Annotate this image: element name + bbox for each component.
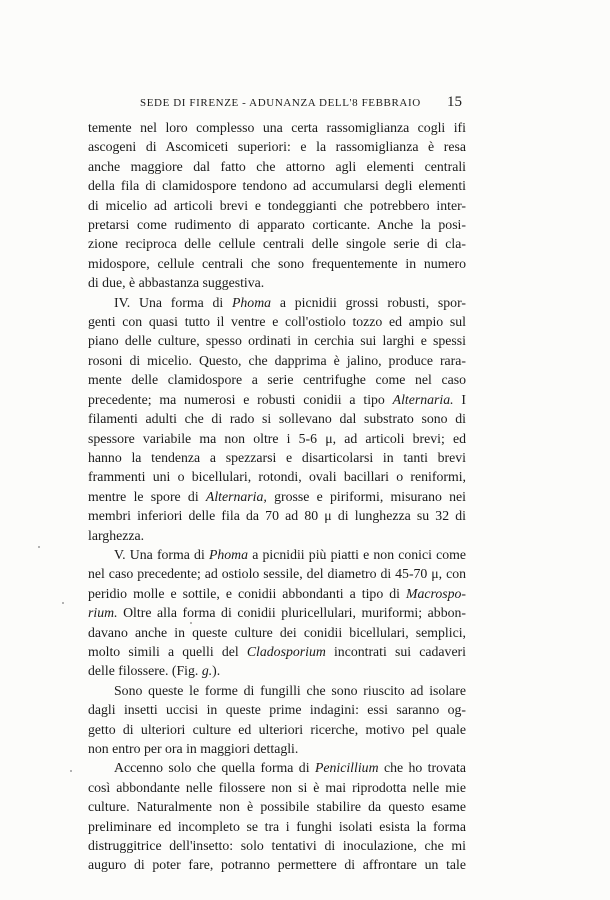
text-run: delle filossere. (Fig. [88, 663, 202, 679]
italic-term: Cladosporium [246, 643, 326, 659]
text-line: preliminare ed incompleto se tra i funghi isolati esista la forma [88, 818, 466, 834]
italic-term: rium. [88, 605, 118, 621]
text-line [88, 642, 466, 661]
text-run: a picnidii grossi robusti, spor- [271, 294, 466, 310]
italic-term: g. [201, 663, 213, 679]
text-line: nel caso precedente; ad ostiolo sessile, del diametro di 45-70 μ, con [88, 566, 466, 582]
text-line [88, 293, 466, 312]
text-run: IV. Una forma di [114, 294, 232, 310]
text-line: di due, è abbastanza suggestiva. [88, 275, 265, 291]
paragraph-5 [88, 758, 466, 874]
text-line: della fila di clamidospore tendono ad accumularsi degli elementi [88, 178, 466, 194]
text-line: membri inferiori delle fila da 70 ad 80 μ di lunghezza su 32 di [88, 508, 466, 524]
text-run: che ho trovata [378, 760, 466, 776]
page-header [124, 95, 466, 115]
paper-speck [70, 770, 72, 772]
text-run: incontrati sui cadaveri [325, 643, 466, 659]
text-line: zione reciproca delle cellule centrali delle singole serie di cla- [88, 236, 466, 252]
italic-term: Macrospo- [405, 585, 466, 601]
text-line: auguro di poter fare, potranno permettere di affrontare un tale [88, 857, 466, 873]
text-line [88, 661, 466, 680]
text-line: frammenti uni o bicellulari, rotondi, ovali bacillari o reniformi, [88, 469, 466, 485]
text-line: Sono queste le forme di fungilli che sono riuscito ad isolare [114, 682, 466, 698]
text-line: dagli insetti uccisi in queste prime indagini: essi saranno og- [88, 702, 466, 718]
paper-speck [38, 546, 40, 548]
running-title: SEDE DI FIRENZE - ADUNANZA DELL'8 FEBBRAIO [140, 97, 421, 109]
italic-term: Phoma [231, 294, 272, 310]
text-line [88, 390, 466, 409]
text-line: genti con quasi tutto il ventre e coll'ostiolo tozzo ed ampio sul [88, 314, 466, 330]
paragraph-4 [88, 681, 466, 759]
text-line: così abbondante nelle filossere non si è mai riprodotta nelle mie [88, 779, 466, 795]
text-line [88, 487, 466, 506]
text-line: getto di ulteriori culture ed ulteriori ricerche, motivo pel quale [88, 721, 466, 737]
text-line [88, 603, 466, 622]
text-line: culture. Naturalmente non è possibile stabilire da questo esame [88, 799, 466, 815]
text-line [88, 758, 466, 777]
text-line: di micelio ad articoli brevi e tondeggianti che potrebbero inter- [88, 197, 466, 213]
body-text [88, 118, 466, 875]
text-line: non entro per ora in maggiori dettagli. [88, 741, 299, 756]
text-line: piano delle culture, spesso ordinati in cerchia sui larghi e spessi [88, 333, 466, 349]
text-run: molto simili a quelli del [88, 643, 247, 659]
text-run: peridio molle e sottile, e conidii abbondanti a tipo di [88, 585, 406, 601]
text-line [88, 584, 466, 603]
text-run: a picnidii più piatti e non conici come [248, 546, 467, 562]
text-run: V. Una forma di [114, 546, 209, 562]
paper-speck [62, 602, 64, 604]
italic-term: Alternaria, [205, 488, 267, 504]
italic-term: Penicillium [314, 760, 379, 776]
text-line: rosoni di micelio. Questo, che dapprima è jalino, produce rara- [88, 352, 466, 368]
text-line: distruggitrice dell'insetto: solo tentativi di inoculazione, che mi [88, 838, 466, 854]
text-line: midospore, cellule centrali che sono frequentemente in numero [88, 255, 466, 271]
page-number: 15 [447, 94, 462, 110]
text-run: I [453, 391, 467, 407]
text-line [88, 545, 466, 564]
paper-speck [190, 622, 192, 624]
text-line: mente delle clamidospore a serie centrifughe come nel caso [88, 372, 466, 388]
paragraph-1 [88, 118, 466, 293]
text-run: ). [212, 663, 221, 679]
text-line: anche maggiore dal fatto che attorno agli elementi centrali [88, 158, 466, 174]
text-run: Accenno solo che quella forma di [114, 760, 315, 776]
text-line: pretarsi come rudimento di apparato corticante. Anche la posi- [88, 217, 466, 233]
text-line: ascogeni di Ascomiceti superiori: e la rassomiglianza è resa [88, 139, 466, 155]
text-run: mentre le spore di [88, 488, 206, 504]
text-run: Oltre alla forma di conidii pluricellulari, muriformi; abbon- [117, 605, 466, 621]
text-line: spessore variabile ma non oltre i 5-6 μ, ad articoli brevi; ed [88, 430, 466, 446]
text-line: temente nel loro complesso una certa rassomiglianza cogli ifi [88, 120, 466, 135]
paragraph-2 [88, 293, 466, 545]
italic-term: Phoma [208, 546, 249, 562]
text-run: grosse e piriformi, misurano nei [266, 488, 466, 504]
text-line: hanno la tendenza a spezzarsi e disarticolarsi in tanti brevi [88, 449, 466, 465]
text-line: filamenti adulti che di rado si sollevano dal substrato sono di [88, 411, 466, 427]
italic-term: Alternaria. [392, 391, 454, 407]
text-run: precedente; ma numerosi e robusti conidii a tipo [88, 391, 393, 407]
paragraph-3 [88, 545, 466, 681]
text-line: larghezza. [88, 527, 145, 543]
text-line: davano anche in queste culture dei conidii bicellulari, semplici, [88, 624, 466, 640]
